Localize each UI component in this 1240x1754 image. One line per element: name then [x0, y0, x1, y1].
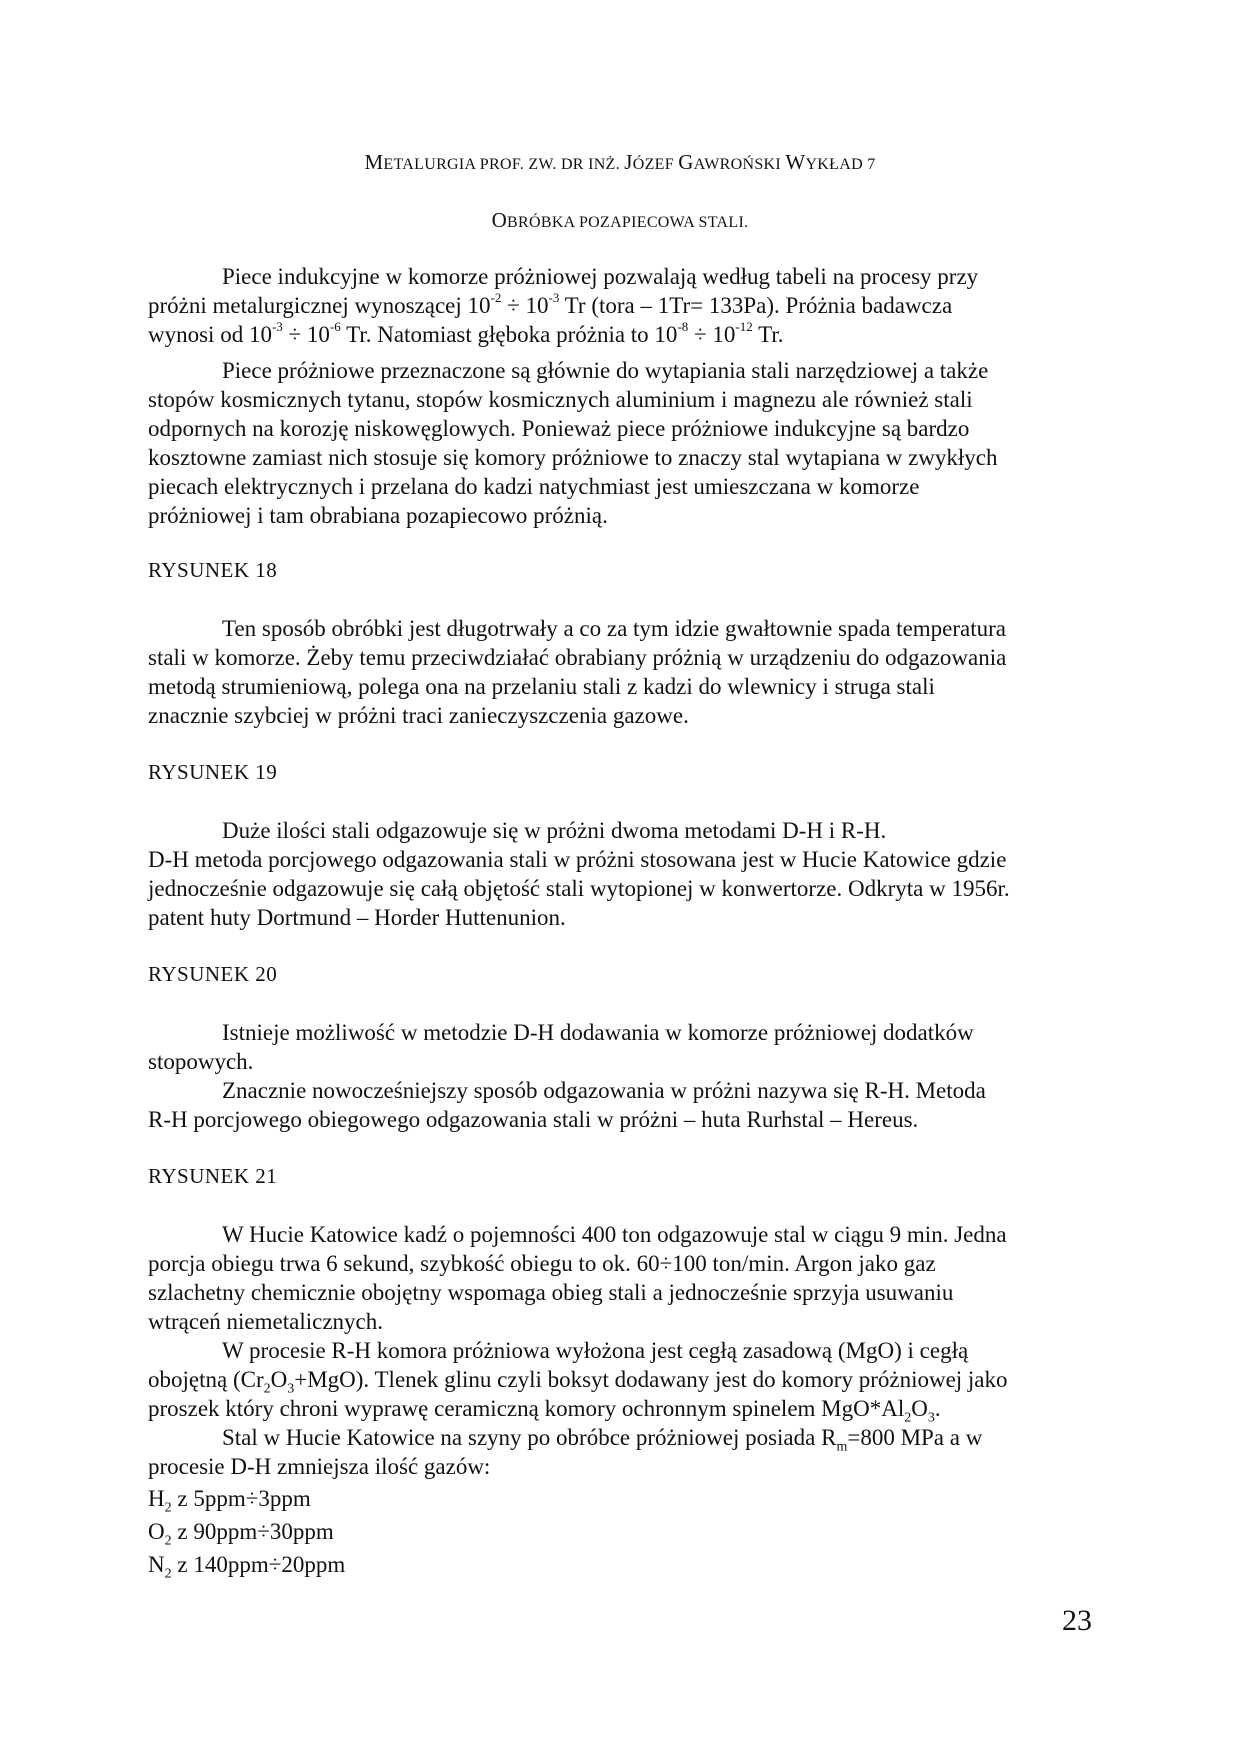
paragraph-dh-method: Duże ilości stali odgazowuje się w próżni dwoma metodami D-H i R-H. D-H metoda porcjowego odgazowania stali w próżni stosowana jest w Hucie Katowice gdzie jednocześnie odgazowuje się całą objętość stali wytopionej w konwertorze. Odkryta w 1956r. patent huty Dortmund – Horder Huttenunion. — [148, 818, 1010, 930]
course-header: METALURGIA PROF. ZW. DR INŻ. JÓZEF GAWROŃSKI WYKŁAD 7 — [364, 150, 876, 174]
figure-reference-18: RYSUNEK 18 — [148, 558, 278, 582]
figure-reference-21: RYSUNEK 21 — [148, 1164, 278, 1188]
paragraph-rh-lining: W procesie R-H komora próżniowa wyłożona jest cegłą zasadową (MgO) i cegłą obojętną $(Cr_2O_3+MgO)$. Tlenek glinu czyli boksyt dodawany jest do komory próżniowej jako proszek który chroni wyprawę ceramiczną komory ochronnym spinelem $MgO*Al_2O_3$. — [148, 1338, 1008, 1426]
paragraph-vacuum-furnace-uses: Piece próżniowe przeznaczone są głównie do wytapiania stali narzędziowej a także stopów kosmicznych tytanu, stopów kosmicznych aluminium i magnezu ale również stali odpornych na korozję niskowęglowych. Ponieważ piece próżniowe indukcyjne są bardzo kosztowne zamiast nich stosuje się komory próżniowe to znaczy stal wytapiana w zwykłych piecach elektrycznych i przelana do kadzi natychmiast jest umieszczana w komorze próżniowej i tam obrabiana pozapiecowo próżnią. — [148, 358, 998, 528]
gas-reduction-nitrogen: $N_2$ z 140ppm÷20ppm — [148, 1552, 346, 1582]
paragraph-katowice-ladle: W Hucie Katowice kadź o pojemności 400 ton odgazowuje stal w ciągu 9 min. Jedna porcja obiegu trwa 6 sekund, szybkość obiegu to ok. 60÷100 ton/min. Argon jako gaz szlachetny chemicznie obojętny wspomaga obieg stali a jednocześnie sprzyja usuwaniu wtrąceń niemetalicznych. — [148, 1222, 1007, 1334]
page-number: 23 — [1062, 1604, 1092, 1637]
section-title: OBRÓBKA POZAPIECOWA STALI. — [491, 208, 749, 232]
figure-reference-20: RYSUNEK 20 — [148, 962, 278, 986]
paragraph-rh-method: Istnieje możliwość w metodzie D-H dodawania w komorze próżniowej dodatków stopowych. Znacznie nowocześniejszy sposób odgazowania w próżni nazywa się R-H. Metoda R-H porcjowego obiegowego odgazowania stali w próżni – huta Rurhstal – Hereus. — [148, 1020, 986, 1132]
paragraph-rail-steel: Stal w Hucie Katowice na szyny po obróbce próżniowej posiada $R_m=800$ MPa a w procesie D-H zmniejsza ilość gazów: — [148, 1425, 983, 1479]
paragraph-vacuum-furnaces: Piece indukcyjne w komorze próżniowej pozwalają według tabeli na procesy przy próżni metalurgicznej wynoszącej $10^{-2} \div 10^{-3}$ Tr (tora – 1Tr= 133Pa). Próżnia badawcza wynosi od $10^{-3} \div 10^{-6}$ Tr. Natomiast głęboka próżnia to $10^{-8} \div 10^{-12}$ Tr. — [148, 264, 979, 347]
gas-reduction-oxygen: $O_2$ z 90ppm÷30ppm — [148, 1519, 334, 1549]
figure-reference-19: RYSUNEK 19 — [148, 760, 278, 784]
paragraph-stream-degassing: Ten sposób obróbki jest długotrwały a co za tym idzie gwałtownie spada temperatura stali w komorze. Żeby temu przeciwdziałać obrabiany próżnią w urządzeniu do odgazowania metodą strumieniową, polega ona na przelaniu stali z kadzi do wlewnicy i struga stali znacznie szybciej w próżni traci zanieczyszczenia gazowe. — [148, 616, 1007, 728]
gas-reduction-hydrogen: $H_2$ z 5ppm÷3ppm — [148, 1486, 311, 1516]
